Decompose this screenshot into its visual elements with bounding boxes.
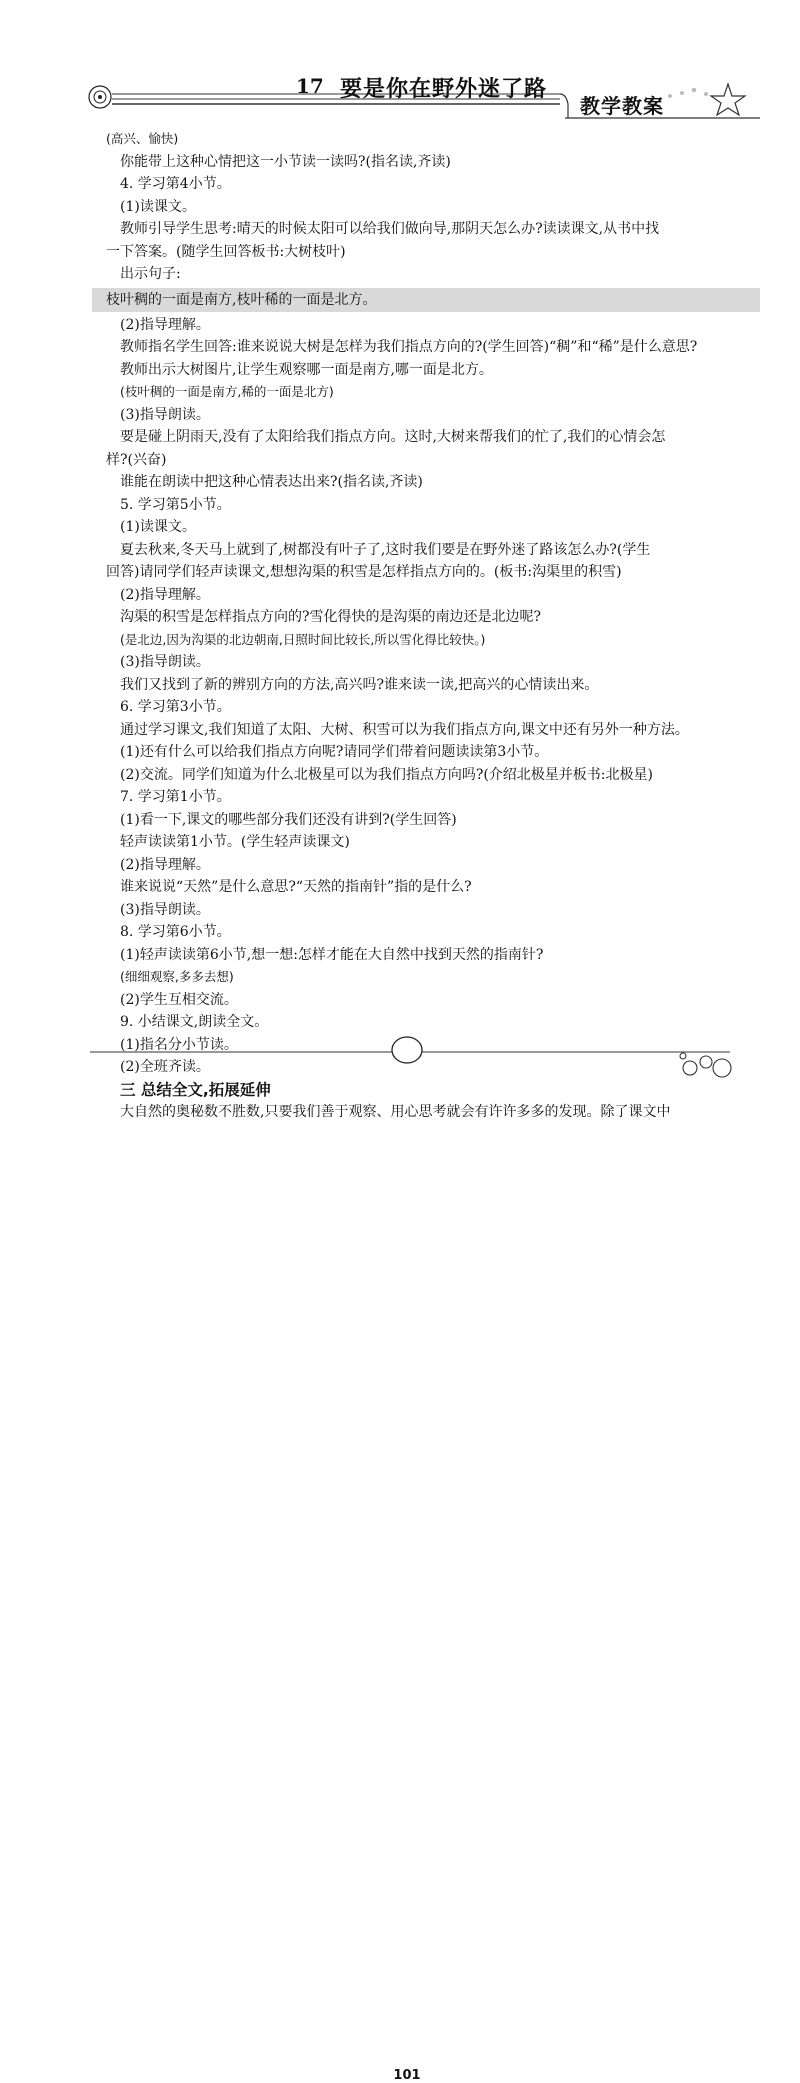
footer-decoration xyxy=(0,1030,800,1090)
text-line: 大自然的奥秘数不胜数,只要我们善于观察、用心思考就会有许许多多的发现。除了课文中 xyxy=(120,1104,671,1120)
text-line: 7. 学习第1小节。 xyxy=(120,789,231,805)
text-line: 沟渠的积雪是怎样指点方向的?雪化得快的是沟渠的南边还是北边呢? xyxy=(120,609,542,625)
text-line: 轻声读读第1小节。(学生轻声读课文) xyxy=(120,834,350,850)
text-line: (3)指导朗读。 xyxy=(120,901,210,918)
text-line: (2)全班齐读。 xyxy=(120,1059,210,1075)
text-line: 教师出示大树图片,让学生观察哪一面是南方,哪一面是北方。 xyxy=(120,361,493,378)
text-line: (2)指导理解。 xyxy=(120,316,210,333)
text-line: 我们又找到了新的辨别方向的方法,高兴吗?谁来读一读,把高兴的心情读出来。 xyxy=(120,676,599,693)
text-line: 要是碰上阴雨天,没有了太阳给我们指点方向。这时,大树来帮我们的忙了,我们的心情会怎 xyxy=(120,429,666,445)
text-line: (1)看一下,课文的哪些部分我们还没有讲到?(学生回答) xyxy=(120,811,457,828)
text-line: 你能带上这种心情把这一小节读一读吗?(指名读,齐读) xyxy=(120,153,451,170)
text-line: 教师指名学生回答:谁来说说大树是怎样为我们指点方向的?(学生回答)“稠”和“稀”是什么意思? xyxy=(120,339,698,355)
page-number: 101 xyxy=(393,2068,421,2083)
swirl-ornament-icon xyxy=(89,86,111,108)
lesson-title: 要是你在野外迷了路 xyxy=(340,77,548,102)
text-line: (1)还有什么可以给我们指点方向呢?请同学们带着问题读读第3小节。 xyxy=(120,744,549,760)
stars-icon xyxy=(668,84,745,115)
text-line: 出示句子: xyxy=(120,266,181,282)
text-line: 5. 学习第5小节。 xyxy=(120,496,231,513)
section-tag: 教学教案 xyxy=(580,94,664,118)
section-heading: 三 总结全文,拓展延伸 xyxy=(120,1080,271,1099)
text-line: (是北边,因为沟渠的北边朝南,日照时间比较长,所以雪化得比较快。) xyxy=(120,631,486,647)
text-line: (3)指导朗读。 xyxy=(120,654,210,670)
text-line: (1)读课文。 xyxy=(120,519,196,535)
text-line: (枝叶稠的一面是南方,稀的一面是北方) xyxy=(120,384,334,399)
text-line: (2)学生互相交流。 xyxy=(120,991,238,1008)
text-line: 谁来说说“天然”是什么意思?“天然的指南针”指的是什么? xyxy=(120,879,472,895)
bubbles-icon xyxy=(680,1053,731,1077)
text-line: 6. 学习第3小节。 xyxy=(120,699,231,715)
page-number-circle-icon xyxy=(392,1037,422,1063)
text-line: (2)指导理解。 xyxy=(120,856,210,873)
text-line: 回答)请同学们轻声读课文,想想沟渠的积雪是怎样指点方向的。(板书:沟渠里的积雪) xyxy=(106,564,622,580)
text-line: 样?(兴奋) xyxy=(106,451,167,468)
text-line: (高兴、愉快) xyxy=(106,131,179,146)
text-line: (1)轻声读读第6小节,想一想:怎样才能在大自然中找到天然的指南针? xyxy=(120,946,544,963)
highlighted-sentence: 枝叶稠的一面是南方,枝叶稀的一面是北方。 xyxy=(92,288,760,312)
text-line: 4. 学习第4小节。 xyxy=(120,176,231,192)
text-line: (2)指导理解。 xyxy=(120,586,210,603)
text-line: 教师引导学生思考:晴天的时候太阳可以给我们做向导,那阴天怎么办?读读课文,从书中找 xyxy=(120,221,660,237)
text-line: 通过学习课文,我们知道了太阳、大树、积雪可以为我们指点方向,课文中还有另外一种方法。 xyxy=(120,721,689,738)
text-line: 一下答案。(随学生回答板书:大树枝叶) xyxy=(106,243,346,260)
lesson-number: 17 xyxy=(296,74,324,98)
text-line: (2)交流。同学们知道为什么北极星可以为我们指点方向吗?(介绍北极星并板书:北极星) xyxy=(120,766,653,783)
page-header xyxy=(0,0,800,130)
text-line: 夏去秋来,冬天马上就到了,树都没有叶子了,这时我们要是在野外迷了路该怎么办?(学生 xyxy=(120,541,651,558)
text-line: 谁能在朗读中把这种心情表达出来?(指名读,齐读) xyxy=(120,474,423,490)
text-line: 8. 学习第6小节。 xyxy=(120,924,231,940)
text-line: (细细观察,多多去想) xyxy=(120,969,234,984)
text-line: (3)指导朗读。 xyxy=(120,406,210,423)
lesson-content xyxy=(106,128,746,1124)
text-line: (1)指名分小节读。 xyxy=(120,1036,238,1053)
text-line: 9. 小结课文,朗读全文。 xyxy=(120,1014,269,1030)
text-line: (1)读课文。 xyxy=(120,198,196,215)
header-decoration xyxy=(0,0,800,130)
